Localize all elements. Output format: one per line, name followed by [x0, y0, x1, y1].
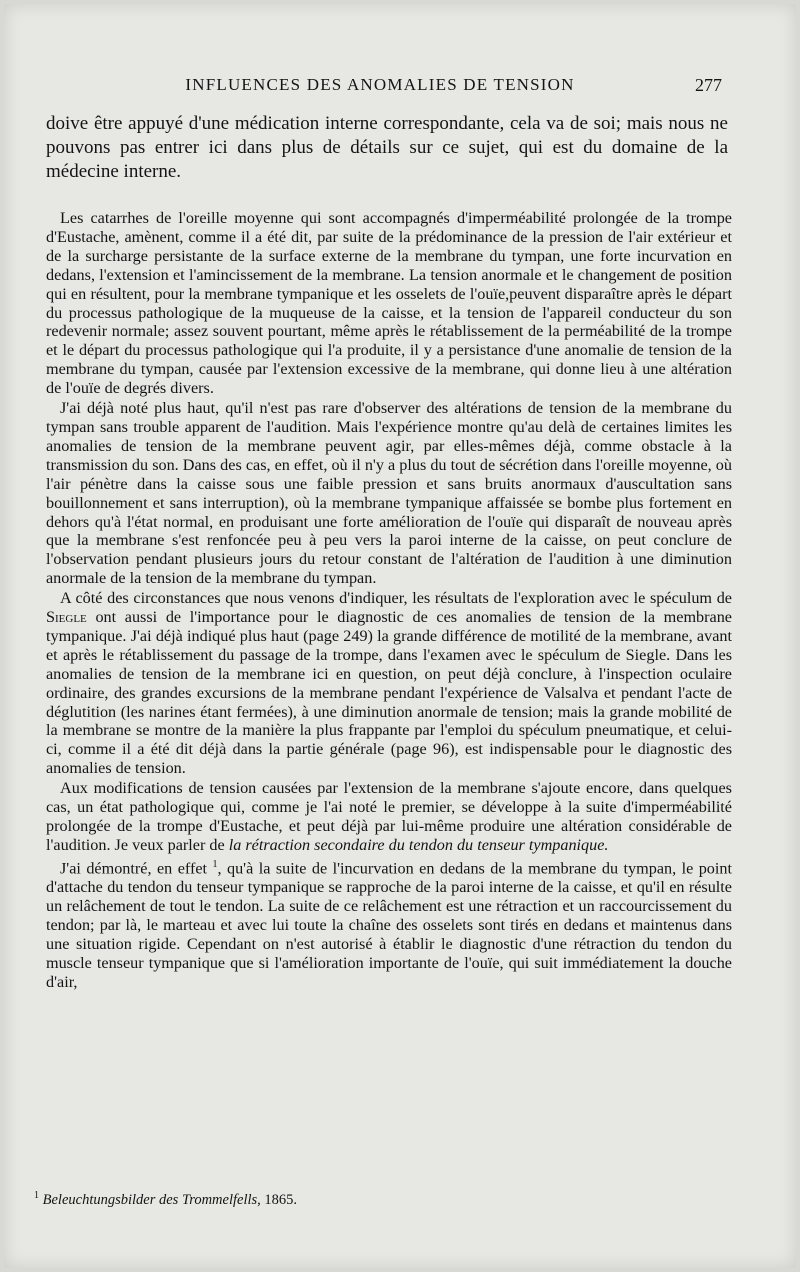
- footnote-reference: 1: [212, 858, 218, 870]
- body-text: [46, 209, 732, 993]
- continued-paragraph: doive être appuyé d'une médication interne correspondante, cela va de soi; mais nous ne pouvons pas entrer ici dans plus de détails sur ce sujet, qui est du domaine de la médecine interne.: [46, 113, 728, 182]
- page-number: 277: [695, 75, 722, 95]
- footnote-mark: 1: [34, 1190, 39, 1201]
- book-page: [4, 4, 796, 1268]
- text-segment: ont aussi de l'importance pour le diagnostic de ces anomalies de tension de la membrane tympanique. J'ai déjà indiqué plus haut (page 249) la grande différence de motilité de la membrane, avant et après le rétablissement du passage de la trompe, dans l'examen avec le spéculum de Siegle. Dans les anomalies de tension de la membrane ici en question, on peut déjà conclure, à l'inspection oculaire ordinaire, des grandes excursions de la membrane pendant l'expérience de Valsalva et pendant l'acte de déglutition (les narines étant fermées), à une diminution anormale de tension; mais la grande mobilité de la membrane se montre de la manière la plus frappante par l'emploi du spéculum pneumatique, et celui-ci, comme il a été dit déjà dans la partie générale (page 96), est indispensable pour le diagnostic des anomalies de tension.: [46, 608, 732, 778]
- running-head: [46, 75, 722, 101]
- footnote: [34, 1190, 297, 1209]
- italic-term: la rétraction secondaire du tendon du tenseur tympanique.: [228, 835, 609, 854]
- footnote-year: , 1865.: [257, 1191, 298, 1208]
- running-title: INFLUENCES DES ANOMALIES DE TENSION: [185, 75, 575, 94]
- text-segment: Aux modifications de tension causées par l'extension de la membrane s'ajoute encore, dans quelques cas, un état pathologique qui, comme je l'ai noté le premier, se développe à la suite d'imperméabilité prolongée de la trompe d'Eustache, et peut déjà par lui-même produire une altération considérable de l'audition. Je veux parler de: [46, 779, 732, 854]
- paragraph-tension-alterations: J'ai déjà noté plus haut, qu'il n'est pas rare d'observer des altérations de tension de la membrane du tympan sans trouble apparent de l'audition. Mais l'expérience montre qu'au delà de certaines limites les anomalies de tension de la membrane peuvent agir, par elles-mêmes déjà, comme obstacle à la transmission du son. Dans des cas, en effet, où il n'y a plus du tout de sécrétion dans l'oreille moyenne, où l'air pénètre dans la caisse sous une faible pression et sans bruits anormaux d'auscultation sans bouillonnement et sans interruption), où la membrane tympanique affaissée se bombe plus fortement en dehors qu'à l'état normal, en produisant une forte amélioration de l'ouïe qui disparaît de nouveau après que la membrane s'est renfoncée peu à peu vers la paroi interne de la caisse, on peut conclure de l'observation pendant plusieurs jours du retour constant de l'altération de l'audition à une diminution anormale de la tension de la membrane du tympan.: [46, 399, 732, 588]
- paragraph-catarrhes: Les catarrhes de l'oreille moyenne qui sont accompagnés d'imperméabilité prolongée de la trompe d'Eustache, amènent, comme il a été dit, par suite de la prédominance de la pression de l'air extérieur et de la surcharge persistante de la surface externe de la membrane du tympan, une forte incurvation en dedans, l'extension et l'amincissement de la membrane. La tension anormale et le changement de position qui en résultent, pour la membrane tympanique et les osselets de l'ouïe,peuvent disparaître après le départ du processus pathologique de la muqueuse de la caisse, et la tension de l'appareil conducteur du son redevenir normale; assez souvent pourtant, même après le rétablissement de la perméabilité de la trompe et le départ du processus pathologique qui l'a produite, il y a persistance d'une anomalie de tension de la membrane du tympan, causée par l'extension excessive de la membrane, qui donne lieu à une altération de l'ouïe de degrés divers.: [46, 209, 732, 398]
- text-segment: A côté des circonstances que nous venons d'indiquer, les résultats de l'exploration avec le spéculum de: [60, 589, 732, 608]
- text-segment: , qu'à la suite de l'incurvation en dedans de la membrane du tympan, le point d'attache du tendon du tenseur tympanique se rapproche de la paroi interne de la caisse, et qu'il en résulte un relâchement de tout le tendon. La suite de ce relâchement est une rétraction et un raccourcissement du tendon; par là, le marteau et avec lui toute la chaîne des osselets sont tirés en dedans et maintenus dans une situation rigide. Cependant on n'est autorisé à établir le diagnostic d'une rétraction du tendon du muscle tenseur tympanique que si l'amélioration importante de l'ouïe, qui suit immédiatement la douche d'air,: [46, 859, 732, 991]
- paragraph-siegle-speculum: [46, 589, 732, 778]
- paragraph-modifications: [46, 779, 732, 855]
- author-name-siegle: Siegle: [46, 608, 87, 627]
- text-segment: J'ai démontré, en effet: [60, 859, 213, 878]
- footnote-title: Beleuchtungsbilder des Trommelfells: [42, 1191, 258, 1208]
- paragraph-demonstration: [46, 856, 732, 992]
